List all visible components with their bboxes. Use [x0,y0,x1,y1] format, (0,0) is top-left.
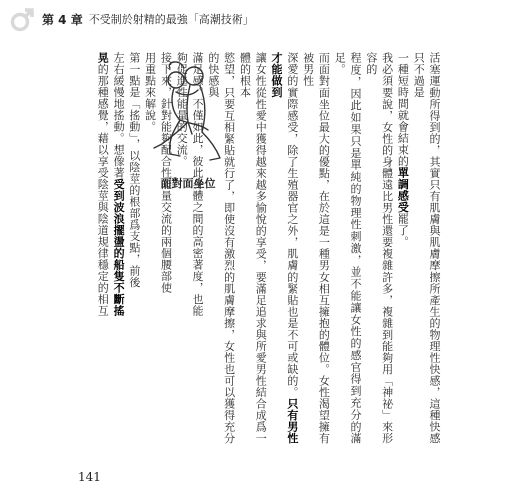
male-symbol-icon [10,6,36,32]
body-text [94,52,442,444]
text-column: 而面對面坐位最大的優點，在於這是一種男女相互擁抱的體位。女性渴望擁有被男性 [301,52,331,444]
text-column: 滿足感。不僅如此，彼此身體之間的高密著度，也能 [191,52,205,317]
text-column: 深愛的實際感受，除了生殖器官之外，肌膚的緊貼也是不可或缺的。只有男性才能做到 [270,52,299,445]
text-column: 左右緩慢地搖動。想像著受到波浪擺盪的船隻不斷搖 [112,52,126,317]
text-column: 我必須要說，女性的身體遠比男性還要複雜許多，複雜到能夠用「神祕」來形容的 [364,52,394,444]
emphasis-text: 受到波浪擺盪的船隻不斷搖 [112,178,126,317]
text-column: 第一點是「搖動」，以陰莖的根部爲支點，前後 [127,52,141,288]
text-column: 接下來，針對能夠配合性能量交流的兩個腰部使 [159,52,173,294]
text-column: 活塞運動所得到的，其實只有肌膚與肌膚摩擦所產生的物理性快感，這種快感只不過是 [412,52,441,444]
emphasis-text: 單調感受 [396,167,410,213]
figure-caption: 面對面坐位 [160,177,216,190]
text-column: 夠促進性能量的交流。 [175,52,189,167]
emphasis-text: 晃 [96,52,110,64]
page-number: 141 [78,470,101,484]
text-column: 一種短時間就會結束的單調感受罷了。 [396,52,410,248]
text-column: 晃的那種感覺，藉以享受陰莖與陰道規律穩定的相互 [96,52,110,317]
chapter-label: 第 4 章 [42,12,83,27]
emphasis-text: 只有男性才能做到 [270,52,299,445]
chapter-title: 不受制於射精的最強「高潮技術」 [88,13,254,26]
page-header [10,6,254,32]
text-column: 用重點來解說。 [143,52,157,133]
text-column: 讓女性從性愛中獲得越來越多愉悅的享受，要滿足追求與所愛男性結合成爲一體的根本 [238,52,268,444]
text-column: 慾望，只要互相緊貼就行了，即使沒有激烈的肌膚摩擦，女性也可以獲得充分的快感與 [206,52,236,444]
text-column: 程度，因此如果只是單純的物理性刺激，並不能讓女性的感官得到充分的滿足。 [333,52,363,444]
